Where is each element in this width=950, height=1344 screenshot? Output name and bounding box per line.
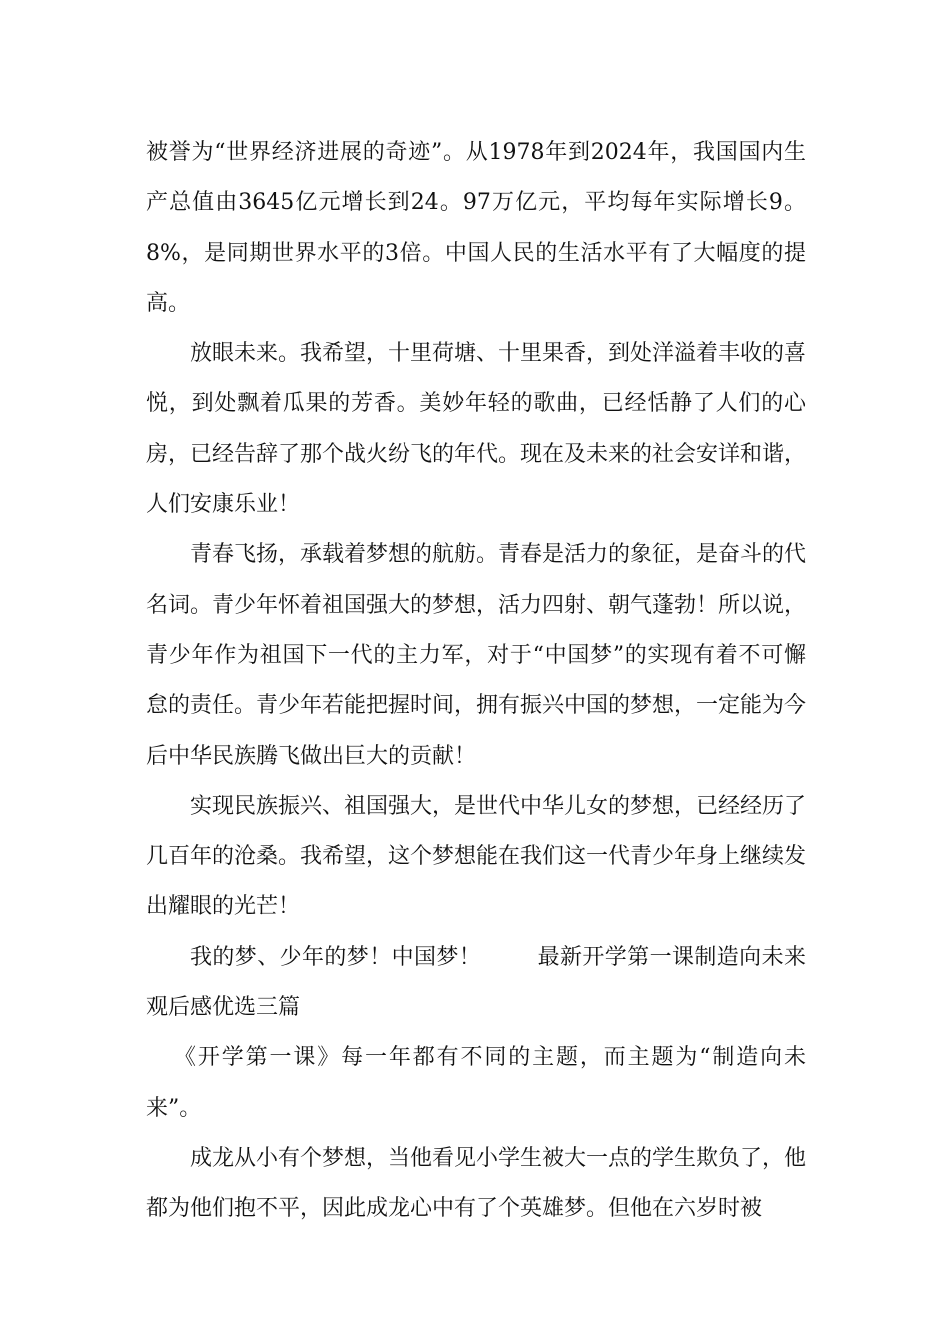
- paragraph-rejuvenation: 实现民族振兴、祖国强大，是世代中华儿女的梦想，已经经历了几百年的沧桑。我希望，这个梦想能在我们这一代青少年身上继续发出耀眼的光芒！: [146, 793, 807, 920]
- paragraph-first-lesson: 《开学第一课》每一年都有不同的主题，而主题为“制造向未来”。: [146, 1045, 806, 1121]
- document-body: [146, 128, 806, 1235]
- paragraph-jackie-chan: 成龙从小有个梦想，当他看见小学生被大一点的学生欺负了，他都为他们抱不平，因此成龙心中有了个英雄梦。但他在六岁时被: [146, 1145, 807, 1222]
- paragraph-future: 放眼未来。我希望，十里荷塘、十里果香，到处洋溢着丰收的喜悦，到处飘着瓜果的芳香。美妙年轻的歌曲，已经恬静了人们的心房，已经告辞了那个战火纷飞的年代。现在及未来的社会安详和谐，人们安康乐业！: [146, 341, 807, 518]
- paragraph-youth: 青春飞扬，承载着梦想的航舫。青春是活力的象征，是奋斗的代名词。青少年怀着祖国强大的梦想，活力四射、朝气蓬勃！所以说，青少年作为祖国下一代的主力军，对于“中国梦”的实现有着不可懈怠的责任。青少年若能把握时间，拥有振兴中国的梦想，一定能为今后中华民族腾飞做出巨大的贡献！: [146, 542, 807, 769]
- paragraph-closing-and-title: [146, 933, 806, 1034]
- paragraph-economy: 被誉为“世界经济进展的奇迹”。从1978年到2024年，我国国内生产总值由3645亿元增长到24。97万亿元，平均每年实际增长9。8%，是同期世界水平的3倍。中国人民的生活水平有了大幅度的提高。: [146, 140, 806, 316]
- closing-line: 我的梦、少年的梦！中国梦！: [190, 944, 482, 970]
- article-title: 最新开学第一课制造向未来观后感优选三篇: [146, 944, 806, 1021]
